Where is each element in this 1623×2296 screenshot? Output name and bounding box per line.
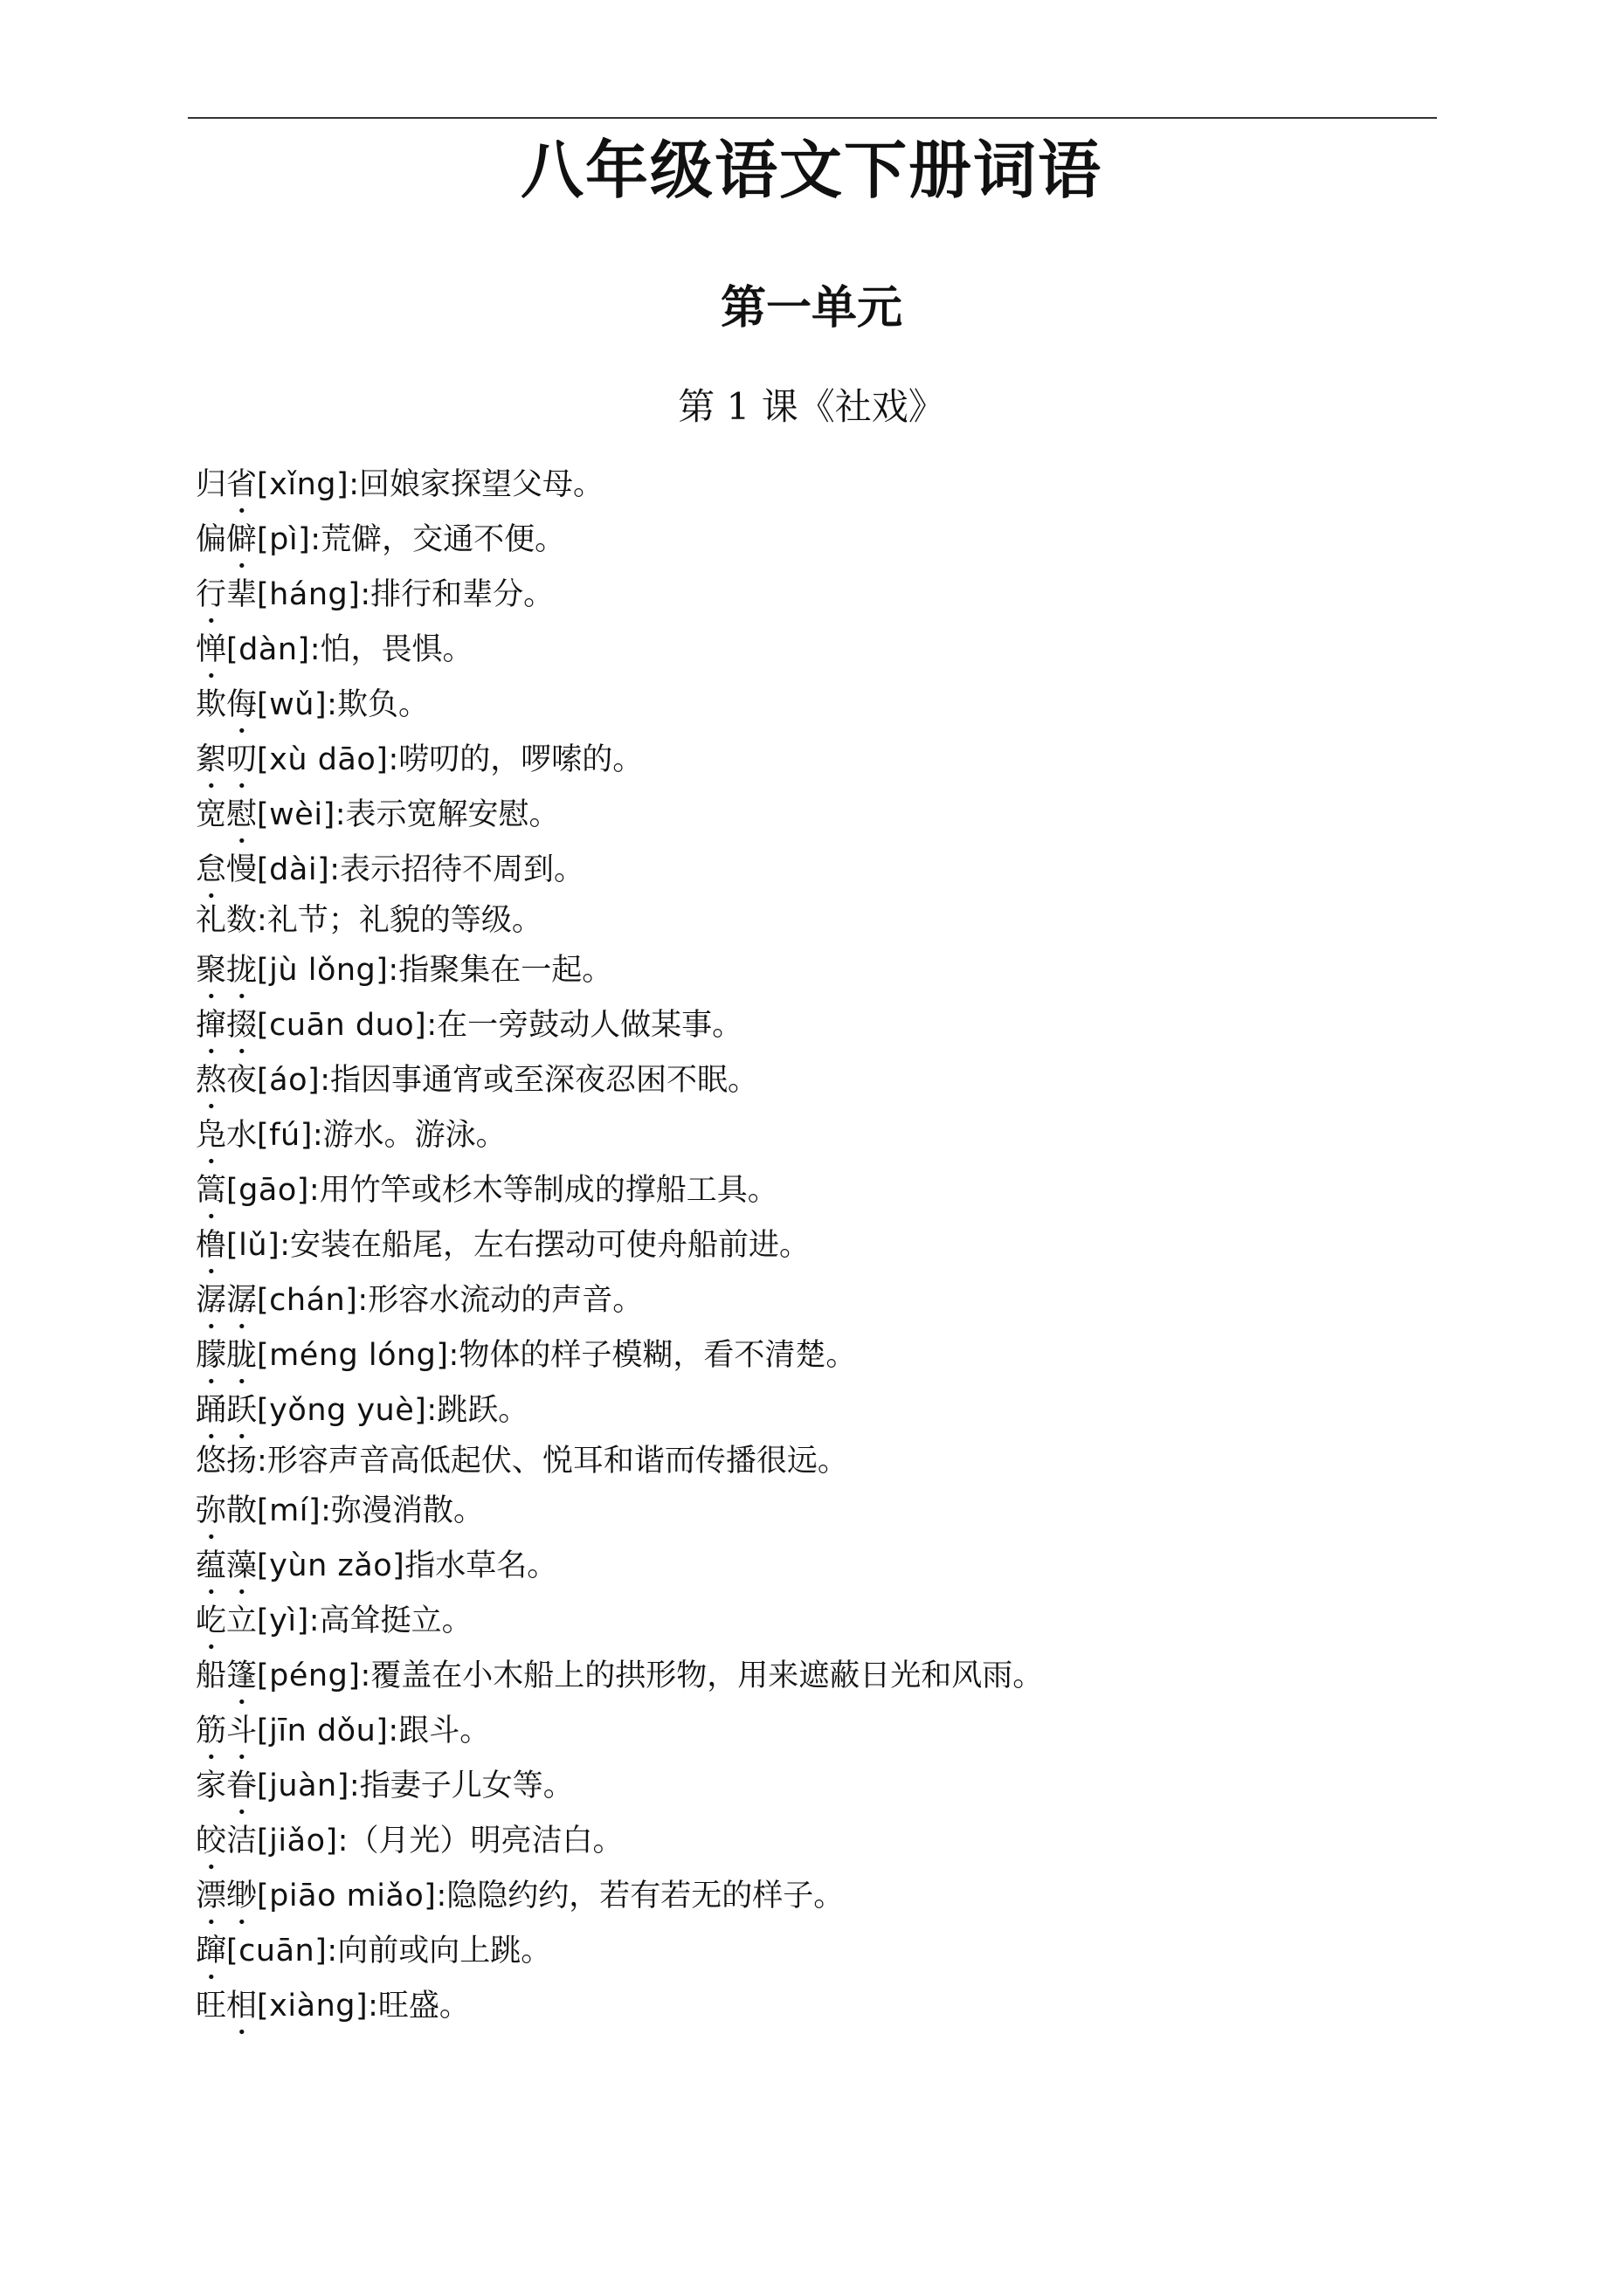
vocab-pinyin: [cuān duo] xyxy=(257,1008,427,1043)
vocab-pinyin: [gāo] xyxy=(226,1173,309,1208)
vocab-term: 朦胧 xyxy=(196,1338,258,1373)
vocab-definition: 指聚集在一起。 xyxy=(398,953,613,988)
separator: : xyxy=(310,522,321,557)
separator: : xyxy=(388,953,399,988)
vocab-entry xyxy=(196,1484,1436,1539)
vocab-term: 悠扬 xyxy=(196,1444,258,1479)
vocab-pinyin: [xǐng] xyxy=(257,467,349,502)
vocab-pinyin: [piāo miǎo] xyxy=(257,1879,437,1913)
vocab-entry xyxy=(196,998,1436,1053)
vocab-definition: 跟斗。 xyxy=(398,1713,491,1748)
vocab-term: 宽慰 xyxy=(196,797,258,832)
vocab-definition: 游水。游泳。 xyxy=(322,1118,507,1153)
vocab-pinyin: [wǔ] xyxy=(257,687,328,722)
separator: : xyxy=(327,687,337,722)
vocab-pinyin: [háng] xyxy=(257,577,361,612)
separator: : xyxy=(388,742,399,777)
vocab-pinyin: [yǒng yuè] xyxy=(257,1393,427,1428)
vocab-entry xyxy=(196,733,1436,788)
vocab-pinyin: [fú] xyxy=(257,1118,313,1153)
vocab-entry xyxy=(196,1273,1436,1328)
vocab-definition: 用竹竿或杉木等制成的撑船工具。 xyxy=(319,1173,778,1208)
vocab-definition: 覆盖在小木船上的拱形物，用来遮蔽日光和风雨。 xyxy=(370,1658,1044,1693)
lesson-heading: 第 1 课《社戏》 xyxy=(678,385,945,428)
vocab-definition: 怕，畏惧。 xyxy=(320,632,473,667)
vocab-pinyin: [dài] xyxy=(257,852,330,887)
vocab-term: 屹立 xyxy=(196,1603,258,1638)
vocab-term: 皎洁 xyxy=(196,1824,258,1858)
vocab-pinyin: [lǔ] xyxy=(226,1228,280,1263)
vocab-pinyin: [jīn dǒu] xyxy=(257,1713,389,1748)
vocab-definition: 高耸挺立。 xyxy=(319,1603,473,1638)
vocab-entry xyxy=(196,1759,1436,1814)
vocab-definition: 物体的样子模糊，看不清楚。 xyxy=(459,1338,857,1373)
vocab-pinyin: [juàn] xyxy=(257,1769,349,1803)
document-title: 八年级语文下册词语 xyxy=(520,134,1102,207)
vocab-entry xyxy=(196,1108,1436,1163)
vocab-entry xyxy=(196,1053,1436,1108)
separator: : xyxy=(329,852,341,887)
vocab-term: 偏僻 xyxy=(196,522,258,557)
vocab-pinyin: [yùn zǎo] xyxy=(257,1548,405,1583)
separator: : xyxy=(360,577,371,612)
separator: : xyxy=(349,467,359,502)
vocab-definition: 指妻子儿女等。 xyxy=(359,1769,574,1803)
vocab-pinyin: [yì] xyxy=(257,1603,309,1638)
vocab-definition: 弥漫消散。 xyxy=(330,1493,484,1528)
vocab-definition: 向前或向上跳。 xyxy=(337,1934,552,1968)
vocab-entry xyxy=(196,623,1436,678)
separator: : xyxy=(320,1063,330,1098)
vocab-definition: 形容水流动的声音。 xyxy=(368,1283,644,1318)
vocab-entry xyxy=(196,1649,1436,1704)
vocab-definition: 礼节；礼貌的等级。 xyxy=(266,903,542,938)
vocab-entry xyxy=(196,898,1436,943)
vocab-definition: 表示宽解安慰。 xyxy=(345,797,560,832)
vocab-definition: 唠叨的，啰嗦的。 xyxy=(398,742,644,777)
vocab-entry xyxy=(196,943,1436,998)
vocab-pinyin: [chán] xyxy=(257,1283,358,1318)
vocab-definition: 安装在船尾，左右摆动可使舟船前进。 xyxy=(290,1228,811,1263)
vocab-entry xyxy=(196,1539,1436,1594)
vocab-pinyin: [dàn] xyxy=(226,632,310,667)
separator: : xyxy=(309,632,321,667)
vocab-definition: 隐隐约约，若有若无的样子。 xyxy=(446,1879,845,1913)
vocab-entry xyxy=(196,1814,1436,1869)
vocab-term: 家眷 xyxy=(196,1769,258,1803)
separator: : xyxy=(436,1879,447,1913)
vocab-pinyin: [xù dāo] xyxy=(257,742,389,777)
vocab-entry xyxy=(196,1979,1436,2034)
vocab-term: 絮叨 xyxy=(196,742,258,777)
vocab-term: 礼数 xyxy=(196,903,258,938)
vocab-term: 踊跃 xyxy=(196,1393,258,1428)
vocab-pinyin: [wèi] xyxy=(257,797,335,832)
header-rule xyxy=(188,117,1437,119)
vocab-definition: 指水草名。 xyxy=(404,1548,558,1583)
vocab-term: 怠慢 xyxy=(196,852,258,887)
vocab-definition: 排行和辈分。 xyxy=(370,577,555,612)
vocab-pinyin: [xiàng] xyxy=(257,1989,369,2024)
separator: : xyxy=(448,1338,459,1373)
vocab-definition: 在一旁鼓动人做某事。 xyxy=(437,1008,743,1043)
vocab-entry xyxy=(196,1383,1436,1438)
vocab-term: 船篷 xyxy=(196,1658,258,1693)
separator: : xyxy=(357,1283,369,1318)
vocab-term: 凫水 xyxy=(196,1118,258,1153)
vocab-pinyin: [cuān] xyxy=(226,1934,328,1968)
vocab-entry xyxy=(196,1218,1436,1273)
separator: : xyxy=(257,903,267,938)
vocab-pinyin: [péng] xyxy=(257,1658,361,1693)
separator: : xyxy=(308,1173,320,1208)
vocab-entry xyxy=(196,1328,1436,1383)
unit-heading: 第一单元 xyxy=(720,282,902,334)
vocab-entry xyxy=(196,1438,1436,1484)
vocab-definition: 指因事通宵或至深夜忍困不眠。 xyxy=(330,1063,759,1098)
vocab-pinyin: [méng lóng] xyxy=(257,1338,449,1373)
vocab-pinyin: [jiǎo] xyxy=(257,1824,338,1858)
vocab-entry xyxy=(196,1594,1436,1649)
vocab-entry xyxy=(196,568,1436,623)
vocab-term: 旺相 xyxy=(196,1989,258,2024)
vocab-pinyin: [mí] xyxy=(257,1493,321,1528)
vocab-term: 漂缈 xyxy=(196,1879,258,1913)
vocab-entry xyxy=(196,1704,1436,1759)
separator: : xyxy=(360,1658,371,1693)
separator: : xyxy=(388,1713,399,1748)
vocab-definition: 回娘家探望父母。 xyxy=(358,467,604,502)
separator: : xyxy=(280,1228,291,1263)
vocab-term: 聚拢 xyxy=(196,953,258,988)
vocab-entry xyxy=(196,678,1436,733)
vocab-term: 弥散 xyxy=(196,1493,258,1528)
vocab-definition: 形容声音高低起伏、悦耳和谐而传播很远。 xyxy=(266,1444,848,1479)
vocab-definition: 跳跃。 xyxy=(437,1393,529,1428)
vocab-term: 蹿 xyxy=(196,1934,227,1968)
vocab-entry xyxy=(196,1163,1436,1218)
separator: : xyxy=(335,797,346,832)
separator: : xyxy=(312,1118,323,1153)
vocab-pinyin: [pì] xyxy=(257,522,311,557)
vocab-term: 蕴藻 xyxy=(196,1548,258,1583)
vocab-entry xyxy=(196,513,1436,568)
separator: : xyxy=(308,1603,320,1638)
vocab-entry xyxy=(196,843,1436,898)
vocab-term: 欺侮 xyxy=(196,687,258,722)
vocab-term: 筋斗 xyxy=(196,1713,258,1748)
vocab-entry xyxy=(196,1924,1436,1979)
separator: : xyxy=(426,1393,438,1428)
separator: : xyxy=(426,1008,438,1043)
separator: : xyxy=(257,1444,267,1479)
vocab-definition: 欺负。 xyxy=(336,687,429,722)
separator: : xyxy=(368,1989,378,2024)
vocab-entry xyxy=(196,458,1436,513)
vocab-term: 撺掇 xyxy=(196,1008,258,1043)
vocab-term: 熬夜 xyxy=(196,1063,258,1098)
vocab-definition: （月光）明亮洁白。 xyxy=(348,1824,624,1858)
separator: : xyxy=(327,1934,338,1968)
separator: : xyxy=(349,1769,360,1803)
separator: : xyxy=(321,1493,331,1528)
vocab-definition: 荒僻，交通不便。 xyxy=(321,522,566,557)
vocab-definition: 旺盛。 xyxy=(377,1989,470,2024)
vocab-term: 篙 xyxy=(196,1173,227,1208)
vocab-entry xyxy=(196,1869,1436,1924)
vocab-term: 行辈 xyxy=(196,577,258,612)
vocab-term: 潺潺 xyxy=(196,1283,258,1318)
vocab-pinyin: [jù lǒng] xyxy=(257,953,389,988)
vocab-term: 归省 xyxy=(196,467,258,502)
vocab-pinyin: [áo] xyxy=(257,1063,321,1098)
separator: : xyxy=(337,1824,349,1858)
vocab-entry xyxy=(196,788,1436,843)
vocab-definition: 表示招待不周到。 xyxy=(340,852,585,887)
vocab-term: 橹 xyxy=(196,1228,227,1263)
vocabulary-list xyxy=(196,458,1436,2034)
vocab-term: 惮 xyxy=(196,632,227,667)
